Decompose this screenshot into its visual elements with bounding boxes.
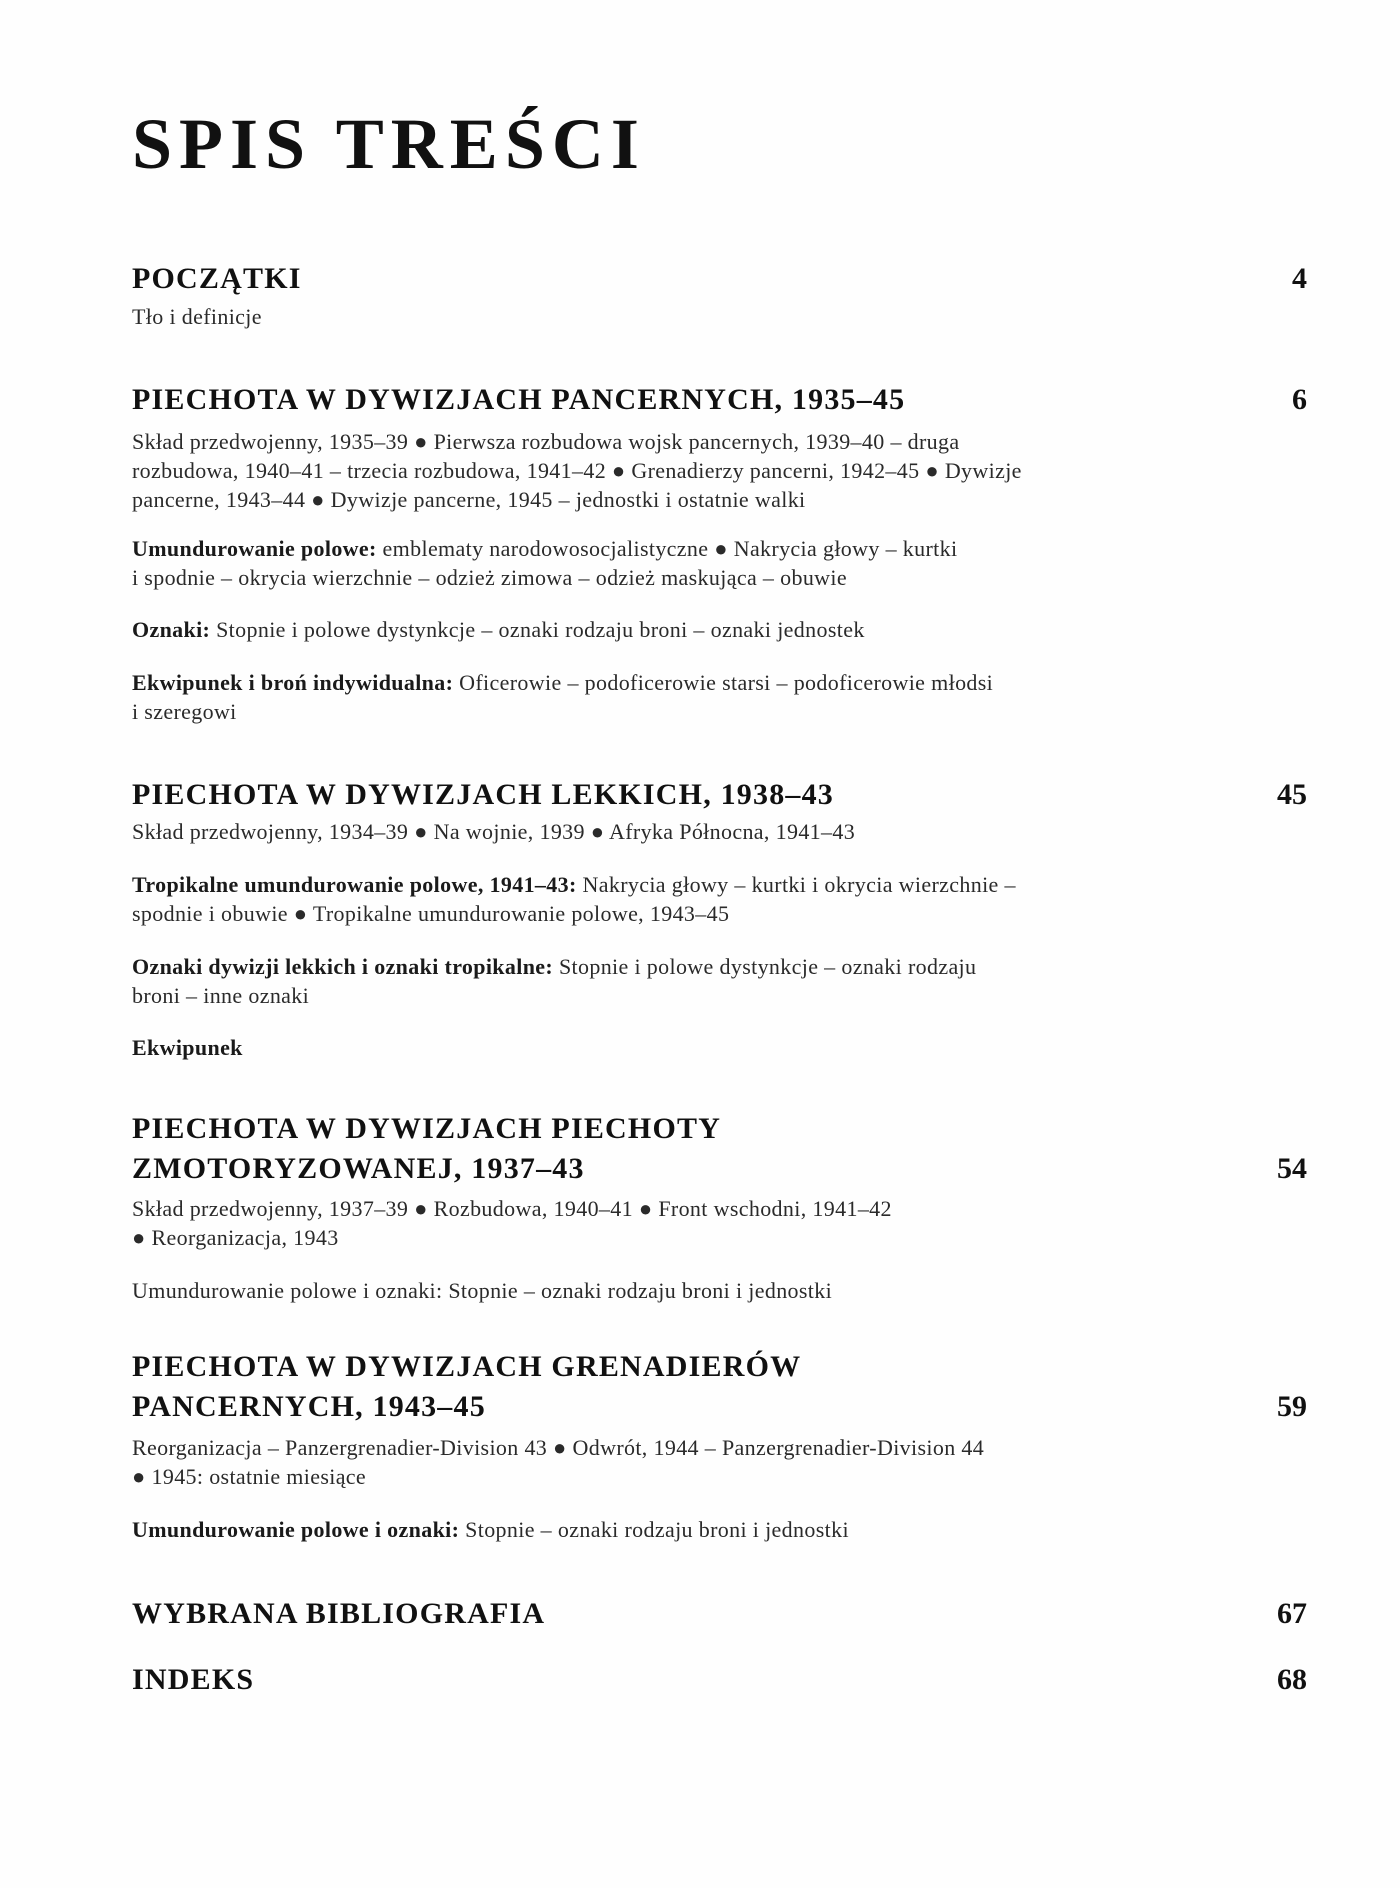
toc-heading-bibliografia[interactable]: [132, 1594, 1307, 1634]
entry-line: spodnie i obuwie ● Tropikalne umundurowanie polowe, 1943–45: [132, 901, 730, 926]
entry-label: Tropikalne umundurowanie polowe, 1941–43:: [132, 872, 577, 897]
toc-entry: [132, 952, 1262, 1010]
toc-entry: [132, 427, 1262, 514]
entry-line: Umundurowanie polowe i oznaki: Stopnie – oznaki rodzaju broni i jednostki: [132, 1278, 833, 1303]
heading-line: PIECHOTA W DYWIZJACH GRENADIERÓW: [132, 1350, 802, 1383]
toc-heading-text: [132, 1660, 254, 1700]
entry-line: [132, 1515, 1262, 1544]
entry-line: rozbudowa, 1940–41 – trzecia rozbudowa, 1941–42 ● Grenadierzy pancerni, 1942–45 ● Dywizje: [132, 458, 1022, 483]
entry-line: pancerne, 1943–44 ● Dywizje pancerne, 1945 – jednostki i ostatnie walki: [132, 487, 806, 512]
entry-line: Skład przedwojenny, 1937–39 ● Rozbudowa, 1940–41 ● Front wschodni, 1941–42: [132, 1196, 892, 1221]
toc-heading-text: [132, 1109, 721, 1189]
toc-entry: [132, 534, 1262, 592]
heading-line: PANCERNYCH, 1943–45: [132, 1390, 486, 1423]
toc-heading-text: [132, 1594, 545, 1634]
page-number: 67: [1277, 1597, 1307, 1630]
heading-line: PIECHOTA W DYWIZJACH PIECHOTY: [132, 1112, 722, 1145]
toc-entry: [132, 1276, 1262, 1305]
entry-line: [132, 870, 1262, 899]
toc-entry: [132, 1194, 1262, 1252]
toc-heading-poczatki[interactable]: [132, 259, 1307, 299]
entry-label: Ekwipunek: [132, 1035, 243, 1060]
toc-heading-indeks[interactable]: [132, 1660, 1307, 1700]
page-number: 45: [1277, 778, 1307, 811]
entry-line: ● Reorganizacja, 1943: [132, 1225, 339, 1250]
heading-line: WYBRANA BIBLIOGRAFIA: [132, 1597, 546, 1630]
toc-entry: [132, 615, 1262, 644]
entry-line: [132, 615, 1262, 644]
entry-text: Stopnie – oznaki rodzaju broni i jednostki: [459, 1517, 849, 1542]
entry-line: [132, 534, 1262, 563]
heading-line: INDEKS: [132, 1663, 255, 1696]
entry-label: Umundurowanie polowe i oznaki:: [132, 1517, 460, 1542]
entry-line: broni – inne oznaki: [132, 983, 310, 1008]
toc-heading-text: [132, 380, 905, 420]
entry-text: Nakrycia głowy – kurtki i okrycia wierzchnie –: [576, 872, 1016, 897]
toc-entry: [132, 668, 1262, 726]
heading-line: PIECHOTA W DYWIZJACH LEKKICH, 1938–43: [132, 778, 834, 811]
entry-label: Oznaki dywizji lekkich i oznaki tropikalne:: [132, 954, 554, 979]
toc-entry: [132, 1433, 1262, 1491]
page-number: 59: [1277, 1390, 1307, 1423]
entry-label: Oznaki:: [132, 617, 211, 642]
entry-text: Stopnie i polowe dystynkcje – oznaki rodzaju broni – oznaki jednostek: [210, 617, 865, 642]
toc-heading-text: [132, 259, 302, 299]
entry-line: i spodnie – okrycia wierzchnie – odzież zimowa – odzież maskująca – obuwie: [132, 565, 847, 590]
toc-heading-grenadierow[interactable]: [132, 1347, 1307, 1427]
page-number: 4: [1292, 262, 1307, 295]
entry-line: [132, 668, 1262, 697]
entry-label: Ekwipunek i broń indywidualna:: [132, 670, 454, 695]
toc-heading-text: [132, 775, 834, 815]
entry-line: Skład przedwojenny, 1935–39 ● Pierwsza rozbudowa wojsk pancernych, 1939–40 – druga: [132, 429, 960, 454]
entry-line: Reorganizacja – Panzergrenadier-Division 43 ● Odwrót, 1944 – Panzergrenadier-Division 44: [132, 1435, 985, 1460]
heading-line: POCZĄTKI: [132, 262, 302, 295]
toc-heading-lekkich[interactable]: [132, 775, 1307, 815]
toc-entry: [132, 1033, 1262, 1062]
page-number: 68: [1277, 1663, 1307, 1696]
heading-line: PIECHOTA W DYWIZJACH PANCERNYCH, 1935–45: [132, 383, 906, 416]
toc-heading-pancernych[interactable]: [132, 380, 1307, 420]
entry-label: Umundurowanie polowe:: [132, 536, 377, 561]
toc-heading-zmotoryzowanej[interactable]: [132, 1109, 1307, 1189]
page-title: SPIS TREŚCI: [132, 104, 646, 184]
toc-entry: [132, 870, 1262, 928]
entry-line: [132, 952, 1262, 981]
entry-text: Oficerowie – podoficerowie starsi – podoficerowie młodsi: [453, 670, 994, 695]
toc-entry: [132, 817, 1262, 846]
toc-entry: [132, 302, 1262, 331]
toc-heading-text: [132, 1347, 801, 1427]
entry-line: [132, 1033, 1262, 1062]
toc-entry: [132, 1515, 1262, 1544]
entry-text: Stopnie i polowe dystynkcje – oznaki rodzaju: [553, 954, 977, 979]
entry-line: ● 1945: ostatnie miesiące: [132, 1464, 367, 1489]
entry-line: Skład przedwojenny, 1934–39 ● Na wojnie, 1939 ● Afryka Północna, 1941–43: [132, 819, 856, 844]
heading-line: ZMOTORYZOWANEJ, 1937–43: [132, 1152, 585, 1185]
entry-text: emblematy narodowosocjalistyczne ● Nakrycia głowy – kurtki: [376, 536, 958, 561]
entry-line: i szeregowi: [132, 699, 237, 724]
page-number: 6: [1292, 383, 1307, 416]
page-number: 54: [1277, 1152, 1307, 1185]
entry-line: Tło i definicje: [132, 304, 262, 329]
